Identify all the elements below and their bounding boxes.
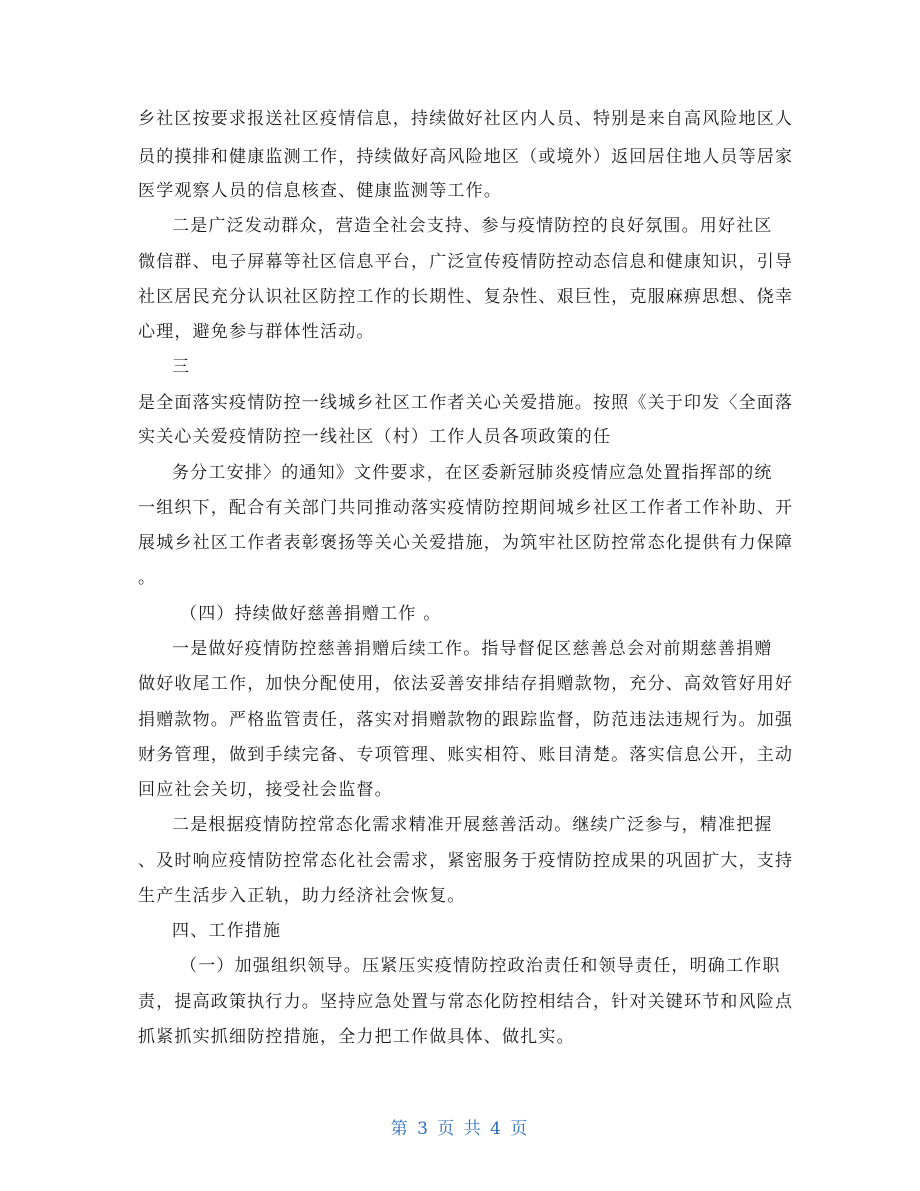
text-line: 乡社区按要求报送社区疫情信息，持续做好社区内人员、特别是来自高风险地区人 (138, 109, 794, 129)
text-line: 、及时响应疫情防控常态化社会需求，紧密服务于疫情防控成果的巩固扩大，支持 (138, 851, 794, 871)
text-line: 捐赠款物。严格监管责任，落实对捐赠款物的跟踪监督，防范违法违规行为。加强 (138, 710, 794, 730)
text-line: （一）加强组织领导。压紧压实疫情防控政治责任和领导责任，明确工作职 (180, 956, 781, 976)
text-line: 实关心关爱疫情防控一线社区（村）工作人员各项政策的任 (138, 427, 612, 447)
text-line: 心理，避免参与群体性活动。 (138, 322, 375, 342)
text-line: 展城乡社区工作者表彰褒扬等关心关爱措施，为筑牢社区防控常态化提供有力保障 (138, 533, 794, 553)
text-line: 财务管理，做到手续完备、专项管理、账实相符、账目清楚。落实信息公开，主动 (138, 745, 794, 765)
page-number-footer: 第 3 页 共 4 页 (390, 1119, 530, 1139)
text-line: 务分工安排〉的通知》文件要求，在区委新冠肺炎疫情应急处置指挥部的统 (172, 463, 773, 483)
text-line: 微信群、电子屏幕等社区信息平台，广泛宣传疫情防控动态信息和健康知识，引导 (138, 252, 794, 272)
text-line: 一组织下，配合有关部门共同推动落实疫情防控期间城乡社区工作者工作补助、开 (138, 498, 794, 518)
text-line: 二是根据疫情防控常态化需求精准开展慈善活动。继续广泛参与，精准把握 (172, 815, 773, 835)
text-line: 责，提高政策执行力。坚持应急处置与常态化防控相结合，针对关键环节和风险点 (138, 992, 794, 1012)
text-line: 一是做好疫情防控慈善捐赠后续工作。指导督促区慈善总会对前期慈善捐赠 (172, 639, 773, 659)
text-line: 二是广泛发动群众，营造全社会支持、参与疫情防控的良好氛围。用好社区 (172, 216, 773, 236)
text-line: 做好收尾工作，加快分配使用，依法妥善安排结存捐赠款物，充分、高效管好用好 (138, 674, 794, 694)
text-line: 是全面落实疫情防控一线城乡社区工作者关心关爱措施。按照《关于印发〈全面落 (138, 393, 794, 413)
text-line: 三 (172, 357, 191, 377)
text-line: 医学观察人员的信息核查、健康监测等工作。 (138, 181, 502, 201)
section-heading: （四）持续做好慈善捐赠工作 。 (180, 604, 442, 624)
text-line: 回应社会关切，接受社会监督。 (138, 780, 393, 800)
text-line: 生产生活步入正轨，助力经济社会恢复。 (138, 886, 466, 906)
section-heading: 四、工作措施 (172, 921, 282, 941)
text-line: 。 (138, 568, 157, 588)
text-line: 抓紧抓实抓细防控措施，全力把工作做具体、做扎实。 (138, 1027, 575, 1047)
text-line: 员的摸排和健康监测工作，持续做好高风险地区（或境外）返回居住地人员等居家 (138, 147, 794, 167)
text-line: 社区居民充分认识社区防控工作的长期性、复杂性、艰巨性，克服麻痹思想、侥幸 (138, 287, 794, 307)
